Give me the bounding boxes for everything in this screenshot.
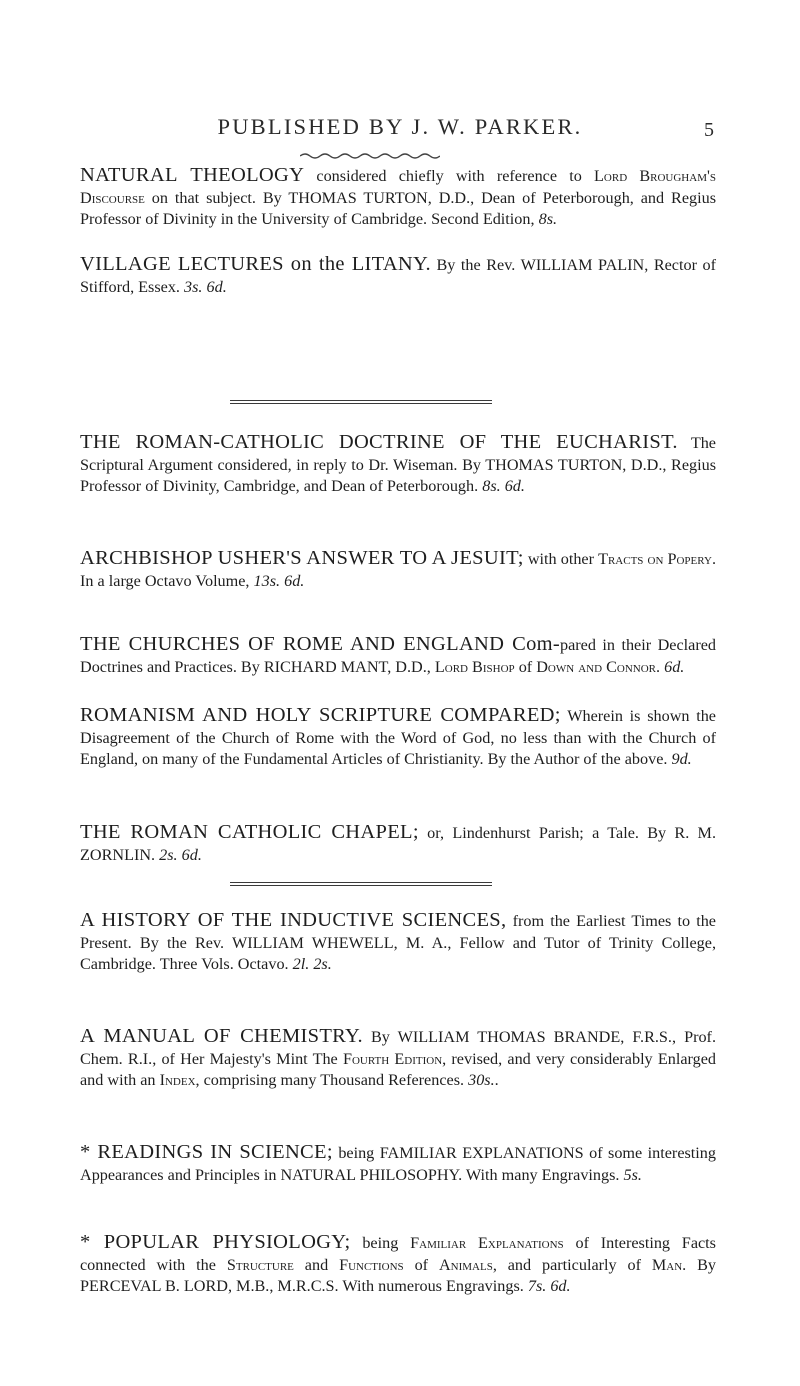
section-divider <box>230 400 492 404</box>
section-divider <box>230 882 492 886</box>
entry-title: THE CHURCHES OF ROME AND ENGLAND Com- <box>80 633 560 655</box>
entry-title: THE ROMAN CATHOLIC CHAPEL; <box>80 821 419 843</box>
entry-title: * POPULAR PHYSIOLOGY; <box>80 1231 351 1253</box>
entry-title: A MANUAL OF CHEMISTRY. <box>80 1025 363 1047</box>
entry-title: NATURAL THEOLOGY <box>80 164 305 186</box>
entry-archbishop-usher: ARCHBISHOP USHER'S ANSWER TO A JESUIT; with other Tracts on Popery. In a large Octavo Volume, 13s. 6d. <box>80 547 716 590</box>
entry-title: ROMANISM AND HOLY SCRIPTURE COMPARED; <box>80 704 561 726</box>
entry-popular-physiology: * POPULAR PHYSIOLOGY; being Familiar Explanations of Interesting Facts connected with the Structure and Functions of Animals, and particularly of Man. By PERCEVAL B. LORD, M.B., M.R.C.S. With numerous Engravings. 7s. 6d. <box>80 1231 716 1295</box>
price: 13s. 6d. <box>253 571 305 590</box>
entry-roman-catholic-doctrine: THE ROMAN-CATHOLIC DOCTRINE OF THE EUCHARIST. The Scriptural Argument considered, in reply to Dr. Wiseman. By THOMAS TURTON, D.D., Regius Professor of Divinity, Cambridge, and Dean of Peterborough. 8s. 6d. <box>80 431 716 495</box>
entry-history-inductive-sciences: A HISTORY OF THE INDUCTIVE SCIENCES, from the Earliest Times to the Present. By the Rev. WILLIAM WHEWELL, M. A., Fellow and Tutor of Trinity College, Cambridge. Three Vols. Octavo. 2l. 2s. <box>80 909 716 973</box>
entry-manual-of-chemistry: A MANUAL OF CHEMISTRY. By WILLIAM THOMAS BRANDE, F.R.S., Prof. Chem. R.I., of Her Majesty's Mint The Fourth Edition, revised, and very considerably Enlarged and with an Index, comprising many Thousand References. 30s.. <box>80 1025 716 1089</box>
page-number: 5 <box>704 119 714 141</box>
price: 2s. 6d. <box>159 845 202 864</box>
price: 8s. <box>538 210 558 228</box>
entry-roman-catholic-chapel: THE ROMAN CATHOLIC CHAPEL; or, Lindenhurst Parish; a Tale. By R. M. ZORNLIN. 2s. 6d. <box>80 821 716 864</box>
price: 6d. <box>664 657 685 676</box>
entry-village-lectures: VILLAGE LECTURES on the LITANY. By the Rev. WILLIAM PALIN, Rector of Stifford, Essex. 3s. 6d. <box>80 253 717 296</box>
price: 9d. <box>671 750 692 768</box>
ornament-rule <box>300 151 440 161</box>
price: 2l. 2s. <box>292 955 332 973</box>
entry-natural-theology: NATURAL THEOLOGY considered chiefly with reference to Lord Brougham's Discourse on that subject. By THOMAS TURTON, D.D., Dean of Peterborough, and Regius Professor of Divinity in the University of Cambridge. Second Edition, 8s. <box>80 164 717 228</box>
entry-title: * READINGS IN SCIENCE; <box>80 1141 333 1163</box>
entry-romanism-holy-scripture: ROMANISM AND HOLY SCRIPTURE COMPARED; Wherein is shown the Disagreement of the Church of Rome with the Word of God, no less than with the Church of England, on many of the Fundamental Articles of Christianity. By the Author of the above. 9d. <box>80 704 716 768</box>
entry-readings-in-science: * READINGS IN SCIENCE; being FAMILIAR EXPLANATIONS of some interesting Appearances and Principles in NATURAL PHILOSOPHY. With many Engravings. 5s. <box>80 1141 716 1184</box>
entry-churches-rome-england: THE CHURCHES OF ROME AND ENGLAND Com-pared in their Declared Doctrines and Practices. By RICHARD MANT, D.D., Lord Bishop of Down and Connor. 6d. <box>80 633 716 676</box>
price: 8s. 6d. <box>482 477 525 495</box>
entry-title: VILLAGE LECTURES on the LITANY. <box>80 253 431 275</box>
entry-title: ARCHBISHOP USHER'S ANSWER TO A JESUIT; <box>80 547 524 569</box>
price: 30s. <box>468 1071 495 1089</box>
publisher-header: PUBLISHED BY J. W. PARKER. <box>217 114 583 139</box>
running-header <box>0 114 800 148</box>
entry-title: A HISTORY OF THE INDUCTIVE SCIENCES, <box>80 909 507 931</box>
entry-title: THE ROMAN-CATHOLIC DOCTRINE OF THE EUCHARIST. <box>80 431 678 453</box>
price: 5s. <box>623 1165 642 1184</box>
price: 3s. 6d. <box>184 277 227 296</box>
price: 7s. 6d. <box>527 1277 571 1295</box>
